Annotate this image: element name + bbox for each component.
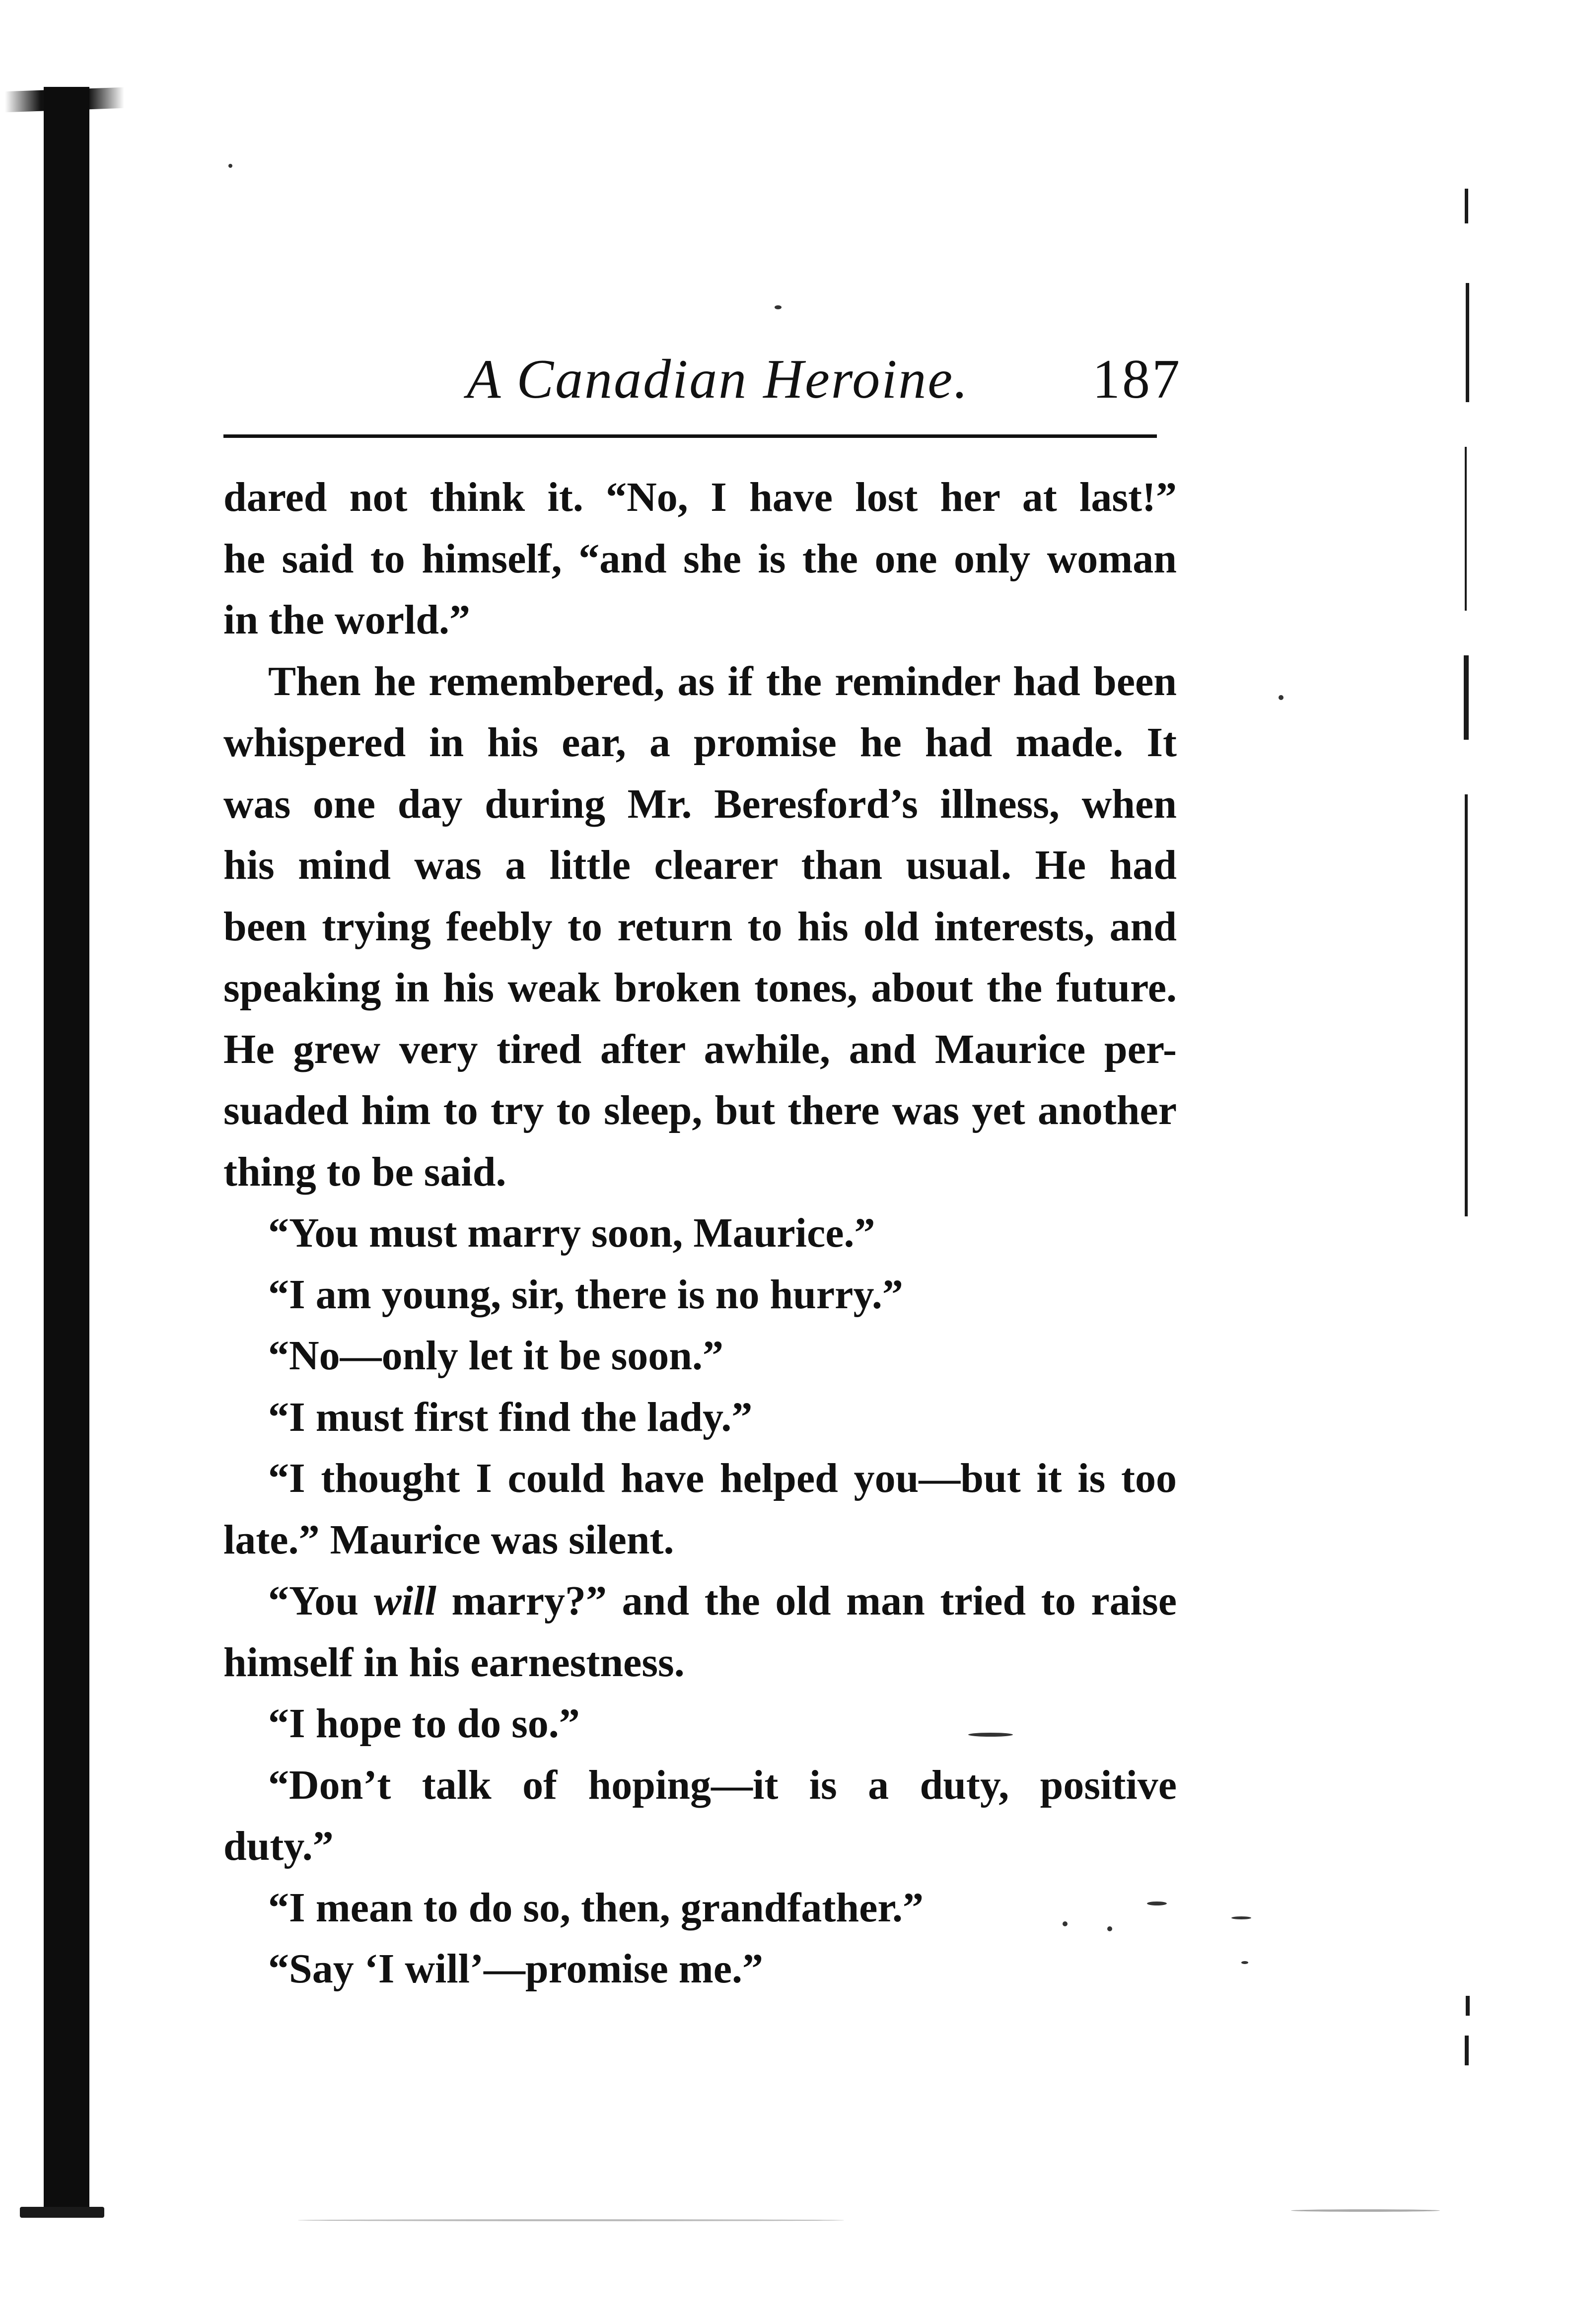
text-run: “You bbox=[268, 1578, 374, 1624]
dialogue-line: “No—only let it be soon.” bbox=[268, 1333, 724, 1379]
dialogue-line: “I thought I could have helped you—but it is too bbox=[268, 1455, 1177, 1501]
text-line: in the world.” bbox=[223, 597, 471, 643]
text-line: Then he remembered, as if the reminder had been bbox=[268, 658, 1177, 704]
dialogue-line: “I hope to do so.” bbox=[268, 1700, 580, 1747]
header-rule bbox=[223, 434, 1157, 438]
dialogue-line: “Don’t talk of hoping—it is a duty, positive bbox=[268, 1761, 1177, 1808]
text-line: he said to himself, “and she is the one only woman bbox=[223, 535, 1177, 582]
text-line: thing to be said. bbox=[223, 1148, 506, 1195]
text-line: his mind was a little clearer than usual. He had bbox=[223, 842, 1177, 888]
emphasis-text: will bbox=[373, 1578, 436, 1624]
text-line: whispered in his ear, a promise he had made. It bbox=[223, 719, 1177, 766]
book-page bbox=[223, 318, 1182, 1992]
text-line: He grew very tired after awhile, and Maurice per- bbox=[223, 1026, 1177, 1072]
text-line: late.” Maurice was silent. bbox=[223, 1516, 674, 1563]
page-number: 187 bbox=[1092, 349, 1182, 410]
text-line: speaking in his weak broken tones, about the future. bbox=[223, 965, 1177, 1011]
text-line: suaded him to try to sleep, but there was yet another bbox=[223, 1087, 1177, 1133]
text-line: duty.” bbox=[223, 1823, 334, 1869]
text-line: himself in his earnestness. bbox=[223, 1639, 685, 1686]
binding-shadow-bottom bbox=[20, 2207, 104, 2218]
dialogue-line: “I must first find the lady.” bbox=[268, 1394, 753, 1440]
body-text bbox=[223, 467, 1177, 2000]
dialogue-line: “I mean to do so, then, grandfather.” bbox=[268, 1884, 924, 1931]
text-line: was one day during Mr. Beresford’s illness, when bbox=[223, 780, 1177, 827]
dialogue-line: “You must marry soon, Maurice.” bbox=[268, 1210, 875, 1256]
dialogue-line: “Say ‘I will’—promise me.” bbox=[268, 1946, 764, 1992]
text-run: marry?” and the old man tried to raise bbox=[436, 1578, 1177, 1624]
running-title: A Canadian Heroine. bbox=[467, 349, 970, 410]
running-head bbox=[223, 318, 1182, 417]
page-binding-edge bbox=[44, 87, 89, 2207]
text-line: been trying feebly to return to his old interests, and bbox=[223, 903, 1177, 950]
text-line: dared not think it. “No, I have lost her at last!” bbox=[223, 474, 1177, 520]
dialogue-line bbox=[223, 1570, 1177, 1632]
dialogue-line: “I am young, sir, there is no hurry.” bbox=[268, 1271, 903, 1318]
